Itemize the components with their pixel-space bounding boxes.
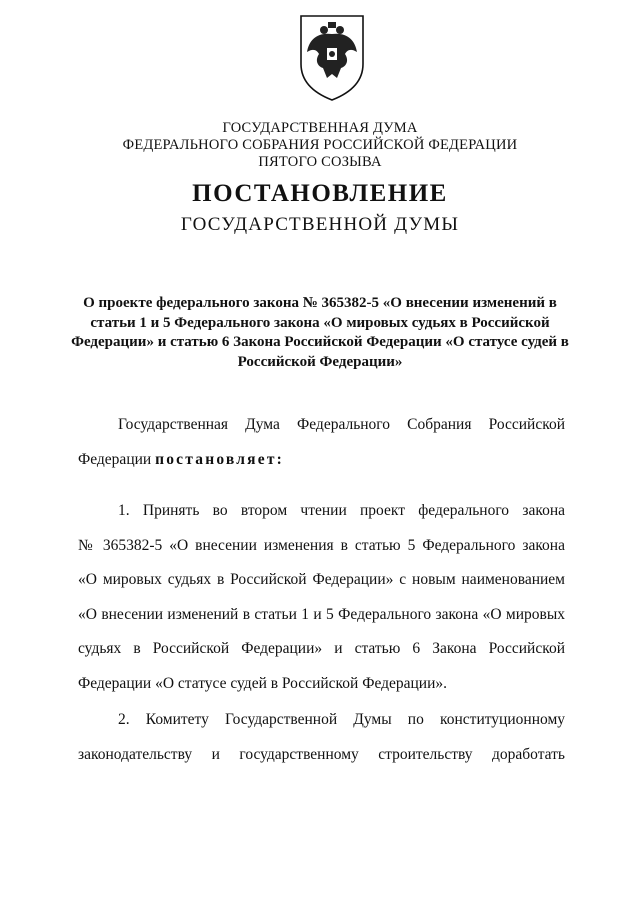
header-line-duma: ГОСУДАРСТВЕННАЯ ДУМА (222, 120, 418, 136)
item-1-line-2: № 365382-5 «О внесении изменения в статью 5 Федерального закона (78, 536, 565, 554)
document-subtitle: ГОСУДАРСТВЕННОЙ ДУМЫ (180, 214, 460, 235)
item-1-paragraph (78, 494, 565, 702)
resolution-subject: О проекте федерального закона № 365382-5 «О внесении изменений в статьи 1 и 5 Федерального закона «О мировых судьях в Российской Федерации» и статью 6 Закона Российской Федерации «О статусе судей в Российской Федерации» (71, 295, 569, 370)
item-1-line-6: Федерации «О статусе судей в Российской Федерации». (78, 674, 448, 692)
intro-line-2 (78, 443, 565, 478)
document-title: ПОСТАНОВЛЕНИЕ (192, 180, 448, 207)
item-2-paragraph (78, 703, 565, 772)
item-2-line-1: 2. Комитету Государственной Думы по конституционному (118, 711, 565, 728)
intro-prefix: Федерации (78, 450, 152, 468)
item-1-line-1: 1. Принять во втором чтении проект федерального закона (118, 502, 565, 519)
item-1-line-5: судьях в Российской Федерации» и статью 6 Закона Российской (78, 640, 565, 658)
item-1-line-4: «О внесении изменений в статьи 1 и 5 Федерального закона «О мировых (78, 605, 565, 623)
item-1-line-3: «О мировых судьях в Российской Федерации» с новым наименованием (78, 571, 565, 589)
intro-decree-word: постановляет: (155, 450, 284, 468)
header-line-convocation: ПЯТОГО СОЗЫВА (258, 154, 382, 170)
coat-of-arms-emblem (297, 12, 367, 102)
intro-line-1: Государственная Дума Федерального Собрания Российской (118, 416, 565, 433)
intro-paragraph (78, 408, 565, 477)
header-line-assembly: ФЕДЕРАЛЬНОГО СОБРАНИЯ РОССИЙСКОЙ ФЕДЕРАЦИИ (122, 137, 518, 153)
item-2-line-2: законодательству и государственному строительству доработать (78, 745, 565, 763)
